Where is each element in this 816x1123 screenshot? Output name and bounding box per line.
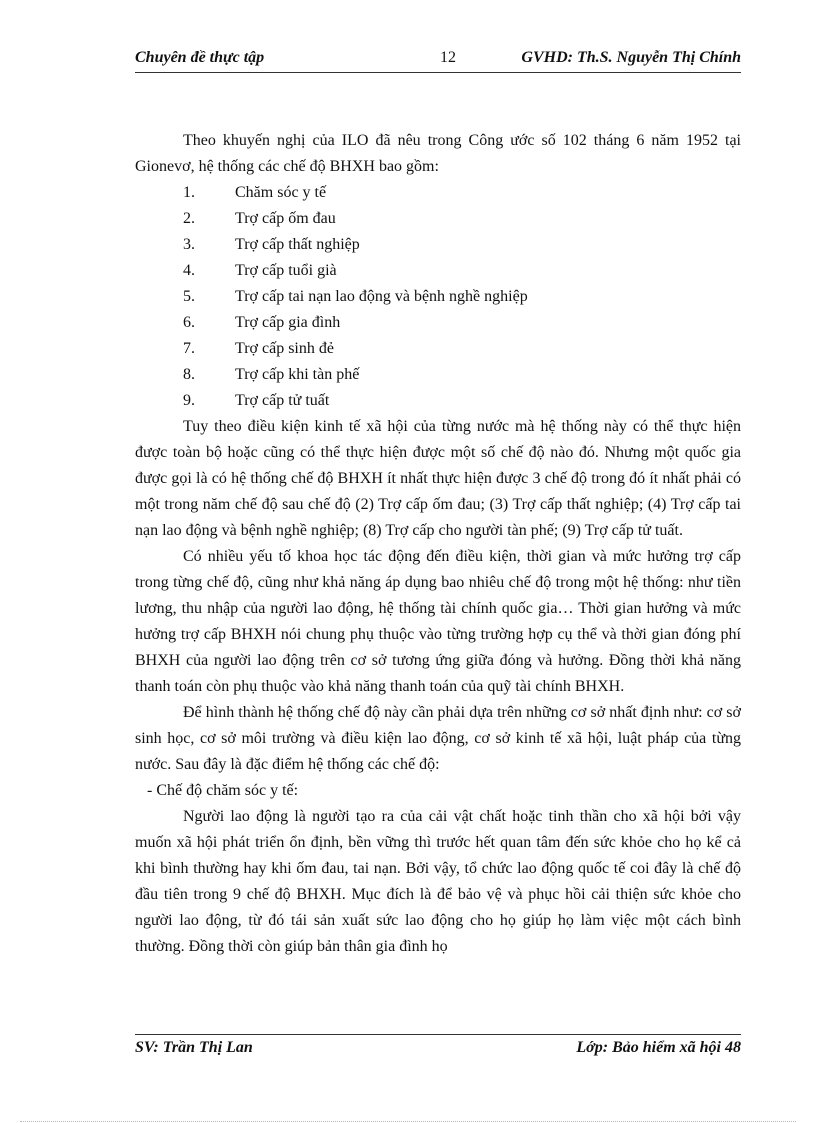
list-number: 4. [183, 262, 195, 279]
list-item [135, 336, 741, 362]
list-number: 1. [183, 184, 195, 201]
page-header [135, 46, 741, 73]
header-title: Chuyên đề thực tập [135, 49, 265, 66]
intro-paragraph: Theo khuyến nghị của ILO đã nêu trong Công ước số 102 tháng 6 năm 1952 tại Gionevơ, hệ thống các chế độ BHXH bao gồm: [135, 132, 741, 175]
list-number: 5. [183, 288, 195, 305]
list-number: 3. [183, 236, 195, 253]
list-item [135, 388, 741, 414]
list-text: Trợ cấp tử tuất [235, 392, 330, 409]
list-text: Trợ cấp ốm đau [235, 210, 336, 227]
page-number: 12 [440, 49, 456, 66]
paragraph: Người lao động là người tạo ra của cải vật chất hoặc tinh thần cho xã hội bởi vậy muốn xã hội phát triển ổn định, bền vững thì trước hết quan tâm đến sức khỏe cho họ kể cả khi bình thường hay khi ốm đau, tai nạn. Bởi vậy, tổ chức lao động quốc tế coi đây là chế độ đầu tiên trong 9 chế độ BHXH. Mục đích là để bảo vệ và phục hồi cải thiện sức khỏe cho người lao động, từ đó tái sản xuất sức lao động cho họ giúp họ làm việc một cách bình thường. Đồng thời còn giúp bản thân gia đình họ [135, 808, 741, 955]
paragraph: Tuy theo điều kiện kinh tế xã hội của từng nước mà hệ thống này có thể thực hiện được toàn bộ hoặc cũng có thể thực hiện được một số chế độ nào đó. Nhưng một quốc gia được gọi là có hệ thống chế độ BHXH ít nhất thực hiện được 3 chế độ trong đó ít nhất phải có một trong năm chế độ sau chế độ (2) Trợ cấp ốm đau; (3) Trợ cấp thất nghiệp; (4) Trợ cấp tai nạn lao động và bệnh nghề nghiệp; (8) Trợ cấp cho người tàn phế; (9) Trợ cấp tử tuất. [135, 418, 741, 539]
list-number: 8. [183, 366, 195, 383]
list-number: 6. [183, 314, 195, 331]
list-item [135, 310, 741, 336]
list-number: 7. [183, 340, 195, 357]
benefit-list [135, 180, 741, 414]
page-footer [135, 1034, 741, 1065]
paragraph: Có nhiều yếu tố khoa học tác động đến điều kiện, thời gian và mức hưởng trợ cấp trong từng chế độ, cũng như khả năng áp dụng bao nhiêu chế độ trong một hệ thống: như tiền lương, thu nhập của người lao động, hệ thống tài chính quốc gia… Thời gian hưởng và mức hưởng trợ cấp BHXH nói chung phụ thuộc vào từng trường hợp cụ thể và thời gian đóng phí BHXH của người lao động trên cơ sở tương ứng giữa đóng và hưởng. Đồng thời khả năng thanh toán còn phụ thuộc vào khả năng thanh toán của quỹ tài chính BHXH. [135, 548, 741, 695]
list-number: 9. [183, 392, 195, 409]
list-text: Trợ cấp gia đình [235, 314, 341, 331]
list-item [135, 206, 741, 232]
list-text: Trợ cấp tai nạn lao động và bệnh nghề nghiệp [235, 288, 528, 305]
list-item [135, 258, 741, 284]
list-text: Trợ cấp thất nghiệp [235, 236, 360, 253]
list-item [135, 362, 741, 388]
list-item [135, 284, 741, 310]
list-item [135, 232, 741, 258]
list-item [135, 180, 741, 206]
header-supervisor: GVHD: Th.S. Nguyễn Thị Chính [521, 49, 741, 66]
page-edge-divider [20, 1121, 796, 1122]
footer-class: Lớp: Bảo hiểm xã hội 48 [576, 1039, 741, 1056]
footer-student: SV: Trần Thị Lan [135, 1039, 253, 1056]
document-body [135, 128, 741, 960]
list-text: Trợ cấp sinh đẻ [235, 340, 334, 357]
list-number: 2. [183, 210, 195, 227]
list-text: Trợ cấp khi tàn phế [235, 366, 360, 383]
section-subheading: - Chế độ chăm sóc y tế: [147, 782, 299, 799]
paragraph: Để hình thành hệ thống chế độ này cần phải dựa trên những cơ sở nhất định như: cơ sở sinh học, cơ sở môi trường và điều kiện lao động, cơ sở kinh tế xã hội, luật pháp của từng nước. Sau đây là đặc điểm hệ thống các chế độ: [135, 704, 741, 773]
list-text: Chăm sóc y tế [235, 184, 327, 201]
list-text: Trợ cấp tuổi già [235, 262, 337, 279]
